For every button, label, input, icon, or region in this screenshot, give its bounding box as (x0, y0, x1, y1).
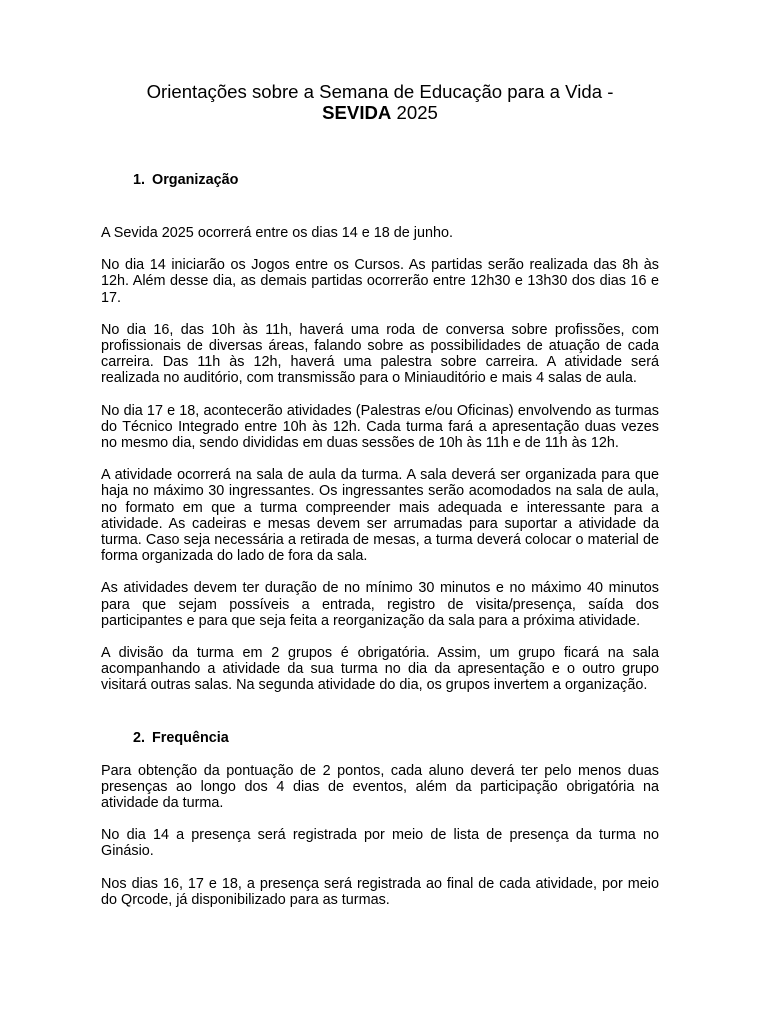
document-title (101, 81, 659, 123)
section-number: 2. (133, 729, 146, 746)
paragraph: As atividades devem ter duração de no mínimo 30 minutos e no máximo 40 minutos para que sejam possíveis a entrada, registro de visita/presença, saída dos participantes e para que seja feita a reorganização da sala para a próxima atividade. (101, 580, 659, 629)
paragraph: No dia 16, das 10h às 11h, haverá uma roda de conversa sobre profissões, com profissionais de diversas áreas, falando sobre as possibilidades de atuação de cada carreira. Das 11h às 12h, haverá uma palestra sobre carreira. A atividade será realizada no auditório, com transmissão para o Miniauditório e mais 4 salas de aula. (101, 321, 659, 387)
paragraph: A Sevida 2025 ocorrerá entre os dias 14 e 18 de junho. (101, 225, 454, 241)
section-title: Frequência (152, 729, 229, 746)
document-page (101, 81, 659, 908)
paragraph: No dia 17 e 18, acontecerão atividades (Palestras e/ou Oficinas) envolvendo as turmas do Técnico Integrado entre 10h às 12h. Cada turma fará a apresentação duas vezes no mesmo dia, sendo divididas em duas sessões de 10h às 11h e de 11h às 12h. (101, 402, 659, 452)
paragraph: A divisão da turma em 2 grupos é obrigatória. Assim, um grupo ficará na sala acompanhando a atividade da sua turma no dia da apresentação e o outro grupo visitará outras salas. Na segunda atividade do dia, os grupos invertem a organização. (101, 645, 659, 694)
paragraph: No dia 14 a presença será registrada por meio de lista de presença da turma no Ginásio. (101, 827, 659, 860)
section-number: 1. (133, 172, 146, 188)
title-acronym: SEVIDA (322, 102, 392, 123)
section-heading-frequencia (101, 730, 659, 747)
section-title: Organização (152, 172, 239, 188)
paragraph: Para obtenção da pontuação de 2 pontos, cada aluno deverá ter pelo menos duas presenças ao longo dos 4 dias de eventos, além da participação obrigatória na atividade da turma. (101, 762, 659, 812)
title-line-1: Orientações sobre a Semana de Educação para a Vida - (146, 81, 614, 102)
paragraph: No dia 14 iniciarão os Jogos entre os Cursos. As partidas serão realizada das 8h às 12h. Além desse dia, as demais partidas ocorrerão entre 12h30 e 13h30 dos dias 16 e 17. (101, 257, 659, 306)
section-heading-organizacao (101, 172, 659, 189)
paragraph: A atividade ocorrerá na sala de aula da turma. A sala deverá ser organizada para que haja no máximo 30 ingressantes. Os ingressantes serão acomodados na sala de aula, no formato em que a turma compreender mais adequada e interessante para a atividade. As cadeiras e mesas devem ser arrumadas para suportar a atividade da turma. Caso seja necessária a retirada de mesas, a turma deverá colocar o material de forma organizada do lado de fora da sala. (101, 467, 659, 565)
title-year: 2025 (391, 102, 438, 123)
paragraph: Nos dias 16, 17 e 18, a presença será registrada ao final de cada atividade, por meio do Qrcode, já disponibilizado para as turmas. (101, 875, 659, 908)
